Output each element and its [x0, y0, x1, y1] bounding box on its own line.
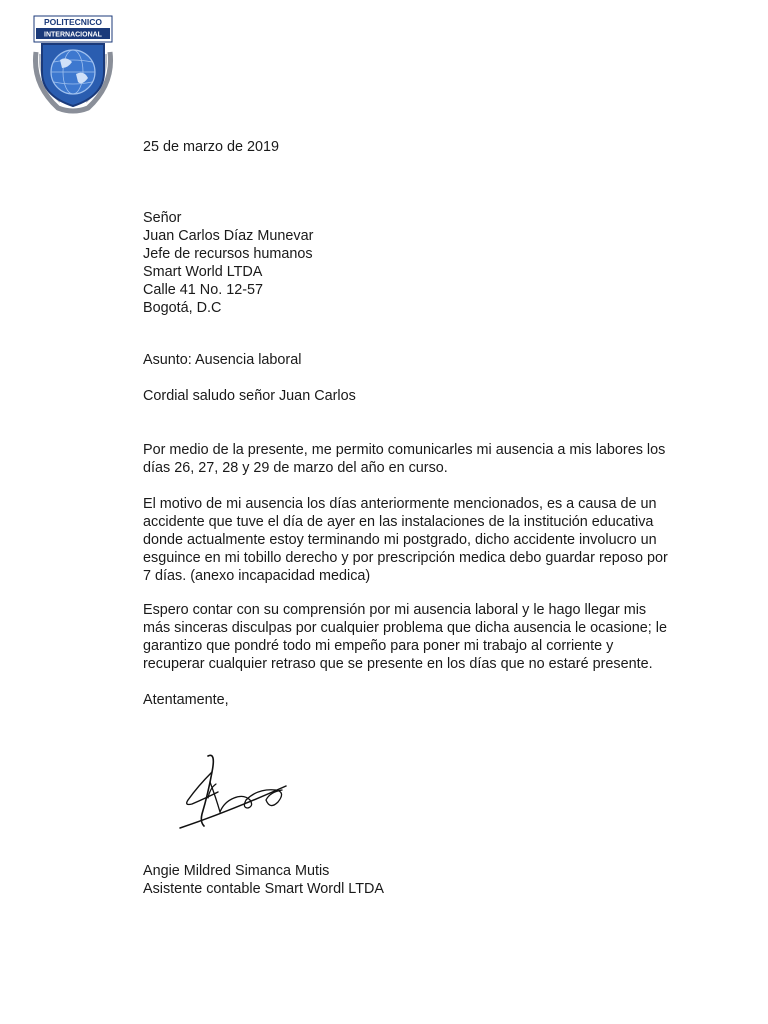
subject-text: Asunto: Ausencia laboral — [143, 352, 302, 368]
logo-line1: POLITECNICO — [43, 17, 103, 27]
letter-date — [143, 138, 703, 156]
greeting-line — [143, 387, 703, 405]
body-paragraph-1 — [143, 441, 703, 477]
recipient-salutation: Señor — [143, 210, 182, 226]
paragraph-line: Espero contar con su comprensión por mi ausencia laboral y le hago llegar mis — [143, 602, 647, 618]
recipient-address: Calle 41 No. 12-57 — [143, 282, 263, 298]
paragraph-line: garantizo que pondré todo mi empeño para poner mi trabajo al corriente y — [143, 638, 614, 654]
paragraph-line: El motivo de mi ausencia los días anteriormente mencionados, es a causa de un — [143, 496, 657, 512]
paragraph-line: donde actualmente estoy terminando mi postgrado, dicho accidente involucro un — [143, 532, 657, 548]
recipient-title: Jefe de recursos humanos — [143, 246, 313, 262]
institution-logo — [28, 14, 118, 114]
signature-icon — [158, 742, 308, 842]
body-paragraph-3 — [143, 601, 703, 673]
closing-line — [143, 691, 703, 709]
closing-text: Atentamente, — [143, 692, 229, 708]
subject-line — [143, 351, 703, 369]
sender-position: Asistente contable Smart Wordl LTDA — [143, 881, 385, 897]
paragraph-line: accidente que tuve el día de ayer en las instalaciones de la institución educativa — [143, 514, 654, 530]
body-paragraph-2 — [143, 495, 703, 585]
recipient-name: Juan Carlos Díaz Munevar — [143, 228, 314, 244]
handwritten-signature — [158, 742, 308, 842]
shield-logo-icon — [28, 14, 118, 114]
logo-line2: INTERNACIONAL — [44, 31, 102, 39]
paragraph-line: esguince en mi tobillo derecho y por prescripción medica debo guardar reposo por — [143, 550, 668, 566]
recipient-company: Smart World LTDA — [143, 264, 263, 280]
paragraph-line: 7 días. (anexo incapacidad medica) — [143, 568, 371, 584]
date-text: 25 de marzo de 2019 — [143, 139, 280, 155]
recipient-block — [143, 209, 703, 317]
recipient-city: Bogotá, D.C — [143, 300, 222, 316]
paragraph-line: Por medio de la presente, me permito comunicarles mi ausencia a mis labores los — [143, 442, 666, 458]
paragraph-line: más sinceras disculpas por cualquier problema que dicha ausencia le ocasione; le — [143, 620, 667, 636]
greeting-text: Cordial saludo señor Juan Carlos — [143, 388, 356, 404]
sender-block — [143, 862, 703, 898]
paragraph-line: recuperar cualquier retraso que se presente en los días que no estaré presente. — [143, 656, 653, 672]
paragraph-line: días 26, 27, 28 y 29 de marzo del año en curso. — [143, 460, 448, 476]
sender-name: Angie Mildred Simanca Mutis — [143, 863, 330, 879]
